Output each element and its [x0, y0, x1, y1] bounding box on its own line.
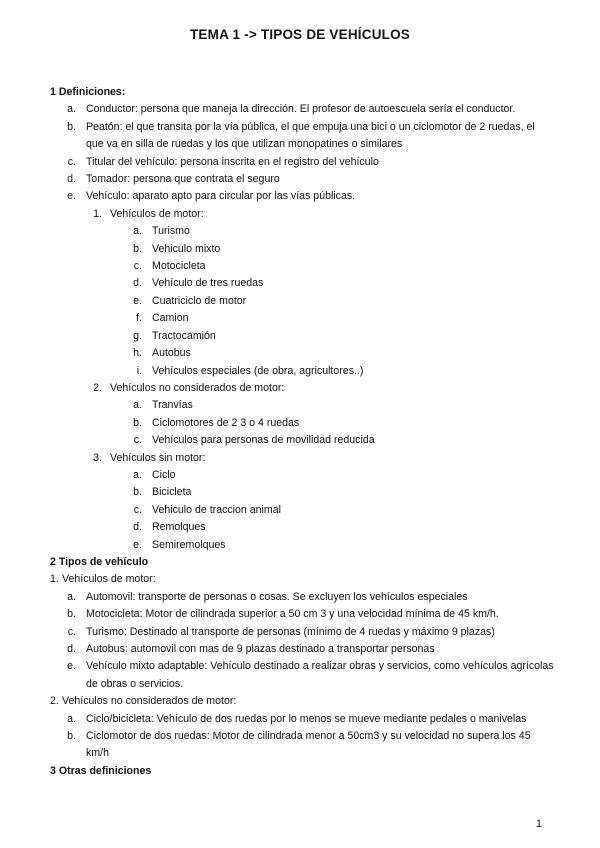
list-marker: d.: [67, 173, 76, 186]
list-item-text: Peatón: el que transita por la vía pública, el que empuja una bici o un ciclomotor de 2 ruedas, el que va en silla de ruedas y los que utilizan monopatines o similares: [86, 120, 535, 151]
list-marker: c.: [133, 260, 142, 273]
list-marker: d.: [133, 521, 142, 534]
list-item-text: Vehículos especiales (de obra, agricultores..): [152, 364, 364, 377]
list-item: [50, 606, 555, 623]
list-item: [50, 119, 555, 154]
list-item-text: Vehículo mixto adaptable: Vehículo destinado a realizar obras y servicios, como vehículos agrícolas de obras o servicios.: [86, 660, 554, 690]
list-marker: a.: [67, 590, 76, 603]
list-item: [50, 154, 555, 171]
list-marker: a.: [133, 399, 142, 412]
sublist-heading: [50, 693, 555, 710]
list-item: [50, 101, 555, 118]
list-item: [50, 415, 555, 432]
list-marker: 2.: [50, 695, 59, 708]
list-item-text: Tranvías: [152, 399, 193, 412]
list-item: [50, 275, 555, 292]
list-marker: d.: [133, 277, 142, 290]
list-marker: h.: [133, 347, 142, 360]
list-item-text: Tractocamión: [152, 329, 216, 342]
list-item-text: Vehículo de tres ruedas: [152, 277, 264, 290]
list-marker: c.: [67, 155, 76, 168]
list-item-text: Cuatriciclo de motor: [152, 294, 247, 307]
list-item: [50, 328, 555, 345]
list-item-text: Ciclo: [152, 468, 176, 481]
section-heading-otras: 3 Otras definiciones: [50, 764, 152, 777]
list-marker: a.: [133, 225, 142, 238]
list-item: [50, 467, 555, 484]
sublist-label: Vehículos de motor:: [62, 573, 156, 586]
sublist-heading: [50, 380, 555, 397]
list-marker: c.: [133, 503, 142, 516]
list-marker: c.: [133, 434, 142, 447]
list-item: [50, 241, 555, 258]
list-item-text: Turismo: Destinado al transporte de personas (mínimo de 4 ruedas y máximo 9 plazas): [86, 625, 495, 638]
list-item-text: Ciclomotor de dos ruedas: Motor de cilindrada menor a 50cm3 y su velocidad no supera los 45 km/h: [86, 730, 531, 760]
list-marker: e.: [67, 660, 76, 673]
list-item: [50, 484, 555, 501]
list-item: [50, 345, 555, 362]
list-marker: 1.: [93, 207, 102, 220]
list-marker: g.: [133, 329, 142, 342]
list-marker: e.: [133, 294, 142, 307]
sublist-heading: [50, 206, 555, 223]
list-item-text: Turismo: [152, 225, 190, 238]
list-marker: 3.: [93, 451, 102, 464]
list-marker: e.: [133, 538, 142, 551]
list-marker: b.: [67, 120, 76, 133]
list-marker: d.: [67, 643, 76, 655]
list-item-text: Conductor: persona que maneja la dirección. El profesor de autoescuela sería el conductor.: [86, 103, 516, 116]
list-item-text: Vehiculo mixto: [152, 242, 221, 255]
list-item: [50, 711, 555, 728]
list-marker: i.: [136, 364, 142, 377]
list-marker: 1.: [50, 573, 59, 586]
list-marker: a.: [133, 468, 142, 481]
list-item-text: Vehículo: aparato apto para circular por las vías públicas.: [86, 190, 356, 203]
page-number: 1: [535, 818, 542, 830]
sublist-label: Vehículos no considerados de motor:: [62, 695, 237, 708]
list-marker: 2.: [93, 381, 102, 394]
list-item: [50, 589, 555, 606]
list-item-text: Vehiculo de traccion animal: [152, 503, 281, 516]
list-item: [50, 310, 555, 327]
list-marker: a.: [67, 103, 76, 116]
list-item: [50, 432, 555, 449]
list-marker: b.: [133, 486, 142, 499]
list-item-text: Ciclo/bicicleta: Vehículo de dos ruedas por lo menos se mueve mediante pedales o manivelas: [86, 712, 527, 725]
list-item: [50, 641, 555, 658]
list-item-text: Motocicleta: [152, 260, 206, 273]
list-item: [50, 624, 555, 641]
sublist-heading: [50, 450, 555, 467]
list-item: [50, 171, 555, 188]
list-item-text: Bicicleta: [152, 486, 192, 499]
list-item-text: Motocicleta: Motor de cilindrada superior a 50 cm 3 y una velocidad mínima de 45 km/h.: [86, 608, 499, 621]
list-item: [50, 363, 555, 380]
list-item: [50, 658, 555, 693]
section-heading-tipos: 2 Tipos de vehículo: [50, 555, 149, 568]
list-item: [50, 258, 555, 275]
list-item-text: Tomador: persona que contrata el seguro: [86, 173, 280, 186]
list-item: [50, 223, 555, 240]
list-item: [50, 519, 555, 536]
page-title: TEMA 1 -> TIPOS DE VEHÍCULOS: [189, 27, 410, 42]
sublist-label: Vehículos sin motor:: [110, 451, 206, 464]
list-marker: a.: [67, 712, 76, 725]
list-item-text: Vehículos para personas de movilidad reducida: [152, 434, 375, 447]
list-item: [50, 502, 555, 519]
list-marker: f.: [136, 312, 142, 325]
list-item: [50, 188, 555, 205]
list-marker: b.: [133, 416, 142, 429]
list-item-text: Autobus: automovil con mas de 9 plazas destinado a transportar personas: [86, 643, 435, 655]
list-item: [50, 397, 555, 414]
list-marker: b.: [67, 608, 76, 621]
list-marker: b.: [133, 242, 142, 255]
list-item-text: Camion: [152, 312, 189, 325]
list-item-text: Semiremolques: [152, 538, 226, 551]
sublist-heading: [50, 571, 555, 588]
list-item-text: Titular del vehículo: persona inscrita en el registro del vehículo: [86, 155, 379, 168]
list-item-text: Automovil: transporte de personas o cosas. Se excluyen los vehículos especiales: [86, 590, 468, 603]
list-item-text: Ciclomotores de 2 3 o 4 ruedas: [152, 416, 300, 429]
list-item: [50, 293, 555, 310]
list-marker: b.: [67, 730, 76, 743]
list-item: [50, 537, 555, 554]
list-item: [50, 728, 555, 763]
sublist-label: Vehículos de motor:: [110, 207, 204, 220]
list-marker: e.: [67, 190, 76, 203]
document-body: [50, 84, 555, 780]
list-marker: c.: [67, 625, 76, 638]
sublist-label: Vehículos no considerados de motor:: [110, 381, 285, 394]
section-heading-definiciones: 1 Definiciones:: [50, 86, 126, 98]
list-item-text: Remolques: [152, 521, 206, 534]
list-item-text: Autobus: [152, 347, 191, 360]
